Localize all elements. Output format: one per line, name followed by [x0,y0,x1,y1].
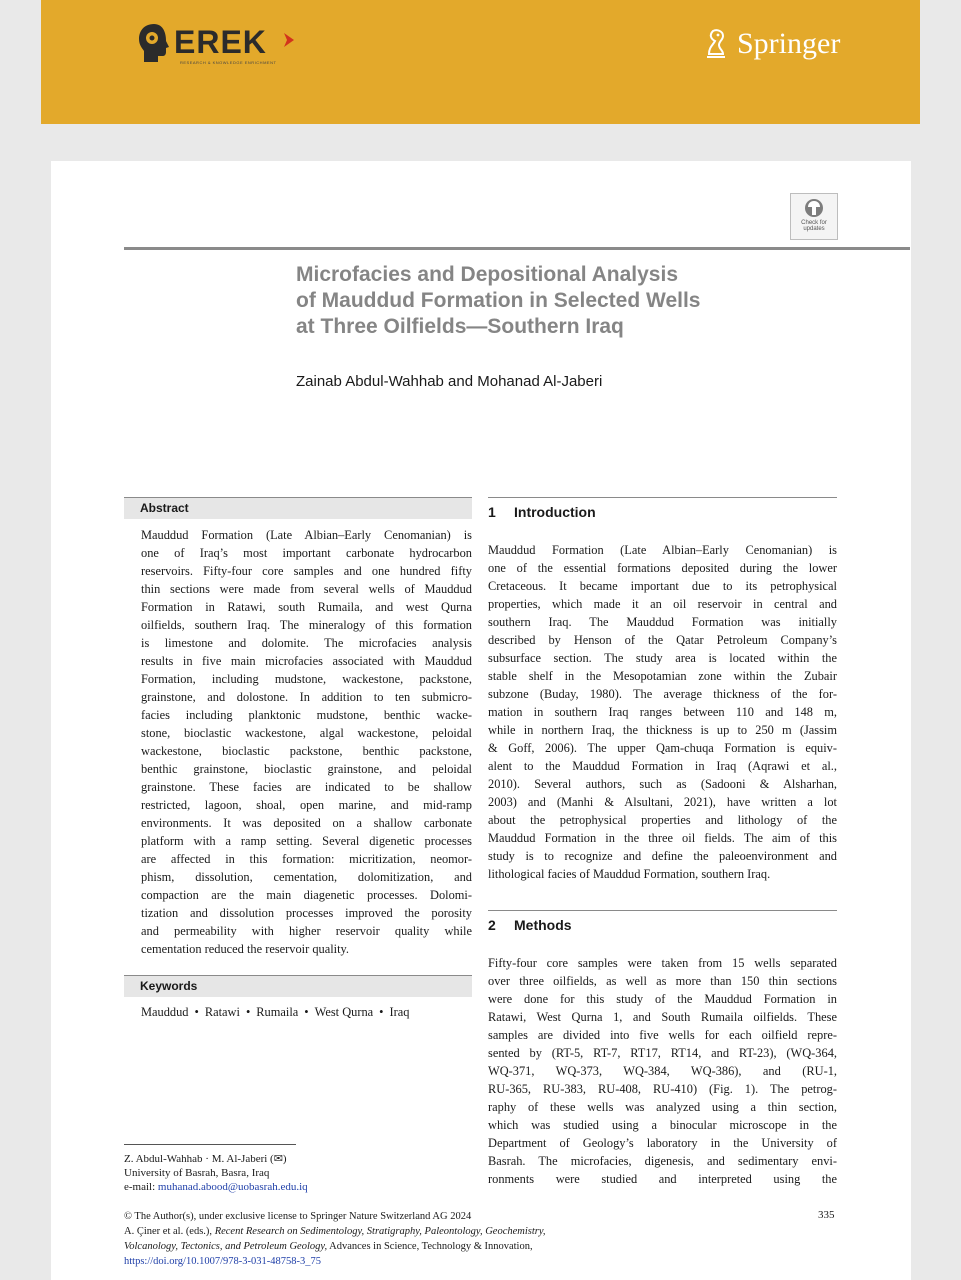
affiliation-email-row [124,1180,308,1194]
abstract-line: phism, dissolution, cementation, dolomitization, and [141,870,472,884]
abstract-line: benthic grainstone, bioclastic grainstone, and peloidal [141,762,472,776]
introduction-rule [488,497,837,498]
publisher-banner [41,0,920,124]
abstract-line: tization and dissolution processes improved the porosity [141,906,472,920]
footnote-rule [124,1144,296,1145]
abstract-line: compaction are the main diagenetic processes. Dolomi- [141,888,472,902]
doi-link[interactable]: https://doi.org/10.1007/978-3-031-48758-3_75 [124,1256,321,1267]
abstract-line: thin sections were made from several wells of Mauddud [141,582,472,596]
abstract-line: and permeability with higher reservoir quality while [141,924,472,938]
check-updates-icon [804,198,824,218]
intro-line: Cretaceous. It became important due to its petrophysical [488,579,837,593]
intro-line: study is to recognize and define the paleoenvironment and [488,849,837,863]
keyword-separator: • [245,1005,251,1019]
section-number: 2 [488,917,496,933]
methods-body [488,954,837,1188]
springer-wordmark: Springer [737,27,841,60]
methods-line: Department of Geology’s laboratory in the University of [488,1136,837,1150]
intro-line: stable shelf in the Mesopotamian zone within the Zubair [488,669,837,683]
abstract-body [141,526,472,958]
abstract-line: results in five main microfacies associated with Mauddud [141,654,472,668]
intro-line: alent to the Mauddud Formation in Iraq (Aqrawi et al., [488,759,837,773]
intro-line: & Goff, 2006). The upper Qam-chuqa Formation is equiv- [488,741,837,755]
abstract-line: stone, bioclastic wackestone, algal wackestone, peloidal [141,726,472,740]
book-title-1: Recent Research on Sedimentology, Stratigraphy, Paleontology, Geochemistry, [214,1226,546,1237]
methods-line: Basrah. The microfacies, digenesis, and sedimentary envi- [488,1154,837,1168]
intro-line: Mauddud Formation (Late Albian–Early Cenomanian) is [488,543,837,557]
abstract-line: oilfields, southern Iraq. The mineralogy of this formation [141,618,472,632]
keyword: West Qurna [314,1005,374,1019]
affiliation-institution: University of Basrah, Basra, Iraq [124,1167,270,1179]
springer-horse-icon [701,27,731,61]
methods-line: were done for this study of the Mauddud Formation in [488,992,837,1006]
methods-line: raphy of these wells was analyzed using a thin section, [488,1100,837,1114]
abstract-line: cementation reduced the reservoir quality. [141,942,350,956]
page-number: 335 [818,1209,835,1221]
erek-arrow-icon [282,32,296,48]
abstract-line: is limestone and dolomite. The microfacies analysis [141,636,472,650]
author-affiliation [124,1152,308,1194]
abstract-line: facies including planktonic mudstone, benthic wacke- [141,708,472,722]
methods-line: over three oilfields, as well as more than 150 thin sections [488,974,837,988]
copyright-line: © The Author(s), under exclusive license to Springer Nature Switzerland AG 2024 [124,1211,472,1222]
erek-tagline: RESEARCH & KNOWLEDGE ENRICHMENT [180,60,277,65]
erek-logo [136,22,306,70]
check-updates-label-1: Check for [801,220,827,226]
methods-line: sented by (RT-5, RT-7, RT17, RT14, and RT-23), (WQ-364, [488,1046,837,1060]
abstract-line: restricted, lagoon, shoal, open marine, and mid-ramp [141,798,472,812]
abstract-line: grainstone, and dolostone. In addition to ten submicro- [141,690,472,704]
section-title: Methods [514,917,572,933]
intro-line: one of the essential formations deposited during the lower [488,561,837,575]
keyword: Iraq [389,1005,410,1019]
affiliation-names: Z. Abdul-Wahhab · M. Al-Jaberi (✉) [124,1153,287,1165]
intro-line: subzone (Buday, 1980). The average thickness of the for- [488,687,837,701]
citation-line [124,1224,546,1239]
methods-line: RU-365, RU-383, RU-408, RU-410) (Fig. 1). The petrog- [488,1082,837,1096]
abstract-line: are affected in this formation: micritization, neomor- [141,852,472,866]
intro-line: 2010). Several authors, such as (Sadooni & Alsharhan, [488,777,837,791]
keywords-heading: Keywords [124,975,472,997]
keyword: Ratawi [204,1005,240,1019]
methods-line: Ratawi, West Qurna 1, and South Rumaila oilfields. These [488,1010,837,1024]
paper-title [296,262,756,340]
section-title: Introduction [514,504,596,520]
title-line-2: of Mauddud Formation in Selected Wells [296,289,701,312]
book-title-2: Volcanology, Tectonics, and Petroleum Geology, [124,1241,328,1252]
abstract-line: environments. It was deposited on a shallow carbonate [141,816,472,830]
keyword: Mauddud [141,1005,189,1019]
intro-line: 2003) and (Manhi & Alsultani, 2021), have written a lot [488,795,837,809]
abstract-line: one of Iraq’s most important carbonate hydrocarbon [141,546,472,560]
keyword-separator: • [194,1005,199,1019]
keyword-separator: • [379,1005,384,1019]
abstract-line: platform with a ramp setting. Several digenetic processes [141,834,472,848]
header-rule [124,247,910,250]
methods-line: ronments were studied and interpreted using the [488,1172,837,1186]
methods-line: WQ-371, WQ-373, WQ-384, WQ-386), and (RU-1, [488,1064,837,1078]
citation-editors: A. Çiner et al. (eds.), [124,1226,213,1237]
title-line-1: Microfacies and Depositional Analysis [296,263,678,286]
intro-line: mation in southern Iraq ranges between 110 and 148 m, [488,705,837,719]
keyword: Rumaila [256,1005,299,1019]
intro-line: southern Iraq. The Mauddud Formation was initially [488,615,837,629]
intro-line: properties, which made it an oil reservoir in central and [488,597,837,611]
abstract-line: Formation in Ratawi, south Rumaila, and west Qurna [141,600,472,614]
abstract-heading: Abstract [124,497,472,519]
section-number: 1 [488,504,496,520]
citation-line-2 [124,1239,546,1254]
erek-head-icon [136,22,172,64]
intro-line: described by Henson of the Qatar Petroleum Company’s [488,633,837,647]
methods-line: samples are divided into five wells for each oilfield repre- [488,1028,837,1042]
methods-rule [488,910,837,911]
introduction-body [488,541,837,883]
methods-line: which was studied using a binocular microscope in the [488,1118,837,1132]
keywords-list [141,1005,409,1020]
keyword-separator: • [304,1005,309,1019]
check-updates-label-2: updates [803,226,825,232]
erek-wordmark: EREK [174,24,267,60]
abstract-line: reservoirs. Fifty-four core samples and one hundred fifty [141,564,472,578]
methods-heading [488,917,572,933]
abstract-line: Formation, including mudstone, wackestone, packstone, [141,672,472,686]
abstract-line: grainstone. These facies are indicated to be shallow [141,780,472,794]
series-name: Advances in Science, Technology & Innovation, [329,1241,533,1252]
email-link[interactable]: muhanad.abood@uobasrah.edu.iq [157,1181,308,1193]
title-line-3: at Three Oilfields—Southern Iraq [296,315,624,338]
methods-line: Fifty-four core samples were taken from 15 wells separated [488,956,837,970]
intro-line: while in northern Iraq, the thickness is up to 250 m (Jassim [488,723,837,737]
paper-authors: Zainab Abdul-Wahhab and Mohanad Al-Jaberi [296,373,603,390]
intro-line: about the petrophysical properties and lithology of the [488,813,837,827]
email-label: e-mail: [124,1181,156,1193]
copyright-footer [124,1209,546,1269]
intro-line: Mauddud Formation in the three oil fields. The aim of this [488,831,837,845]
introduction-heading [488,504,596,520]
intro-line: lithological facies of Mauddud Formation, southern Iraq. [488,867,771,881]
intro-line: subsurface section. The study area is located within the [488,651,837,665]
check-for-updates-badge[interactable] [790,193,838,240]
abstract-line: wackestone, bioclastic packstone, benthic packstone, [141,744,472,758]
abstract-line: Mauddud Formation (Late Albian–Early Cenomanian) is [141,528,472,542]
